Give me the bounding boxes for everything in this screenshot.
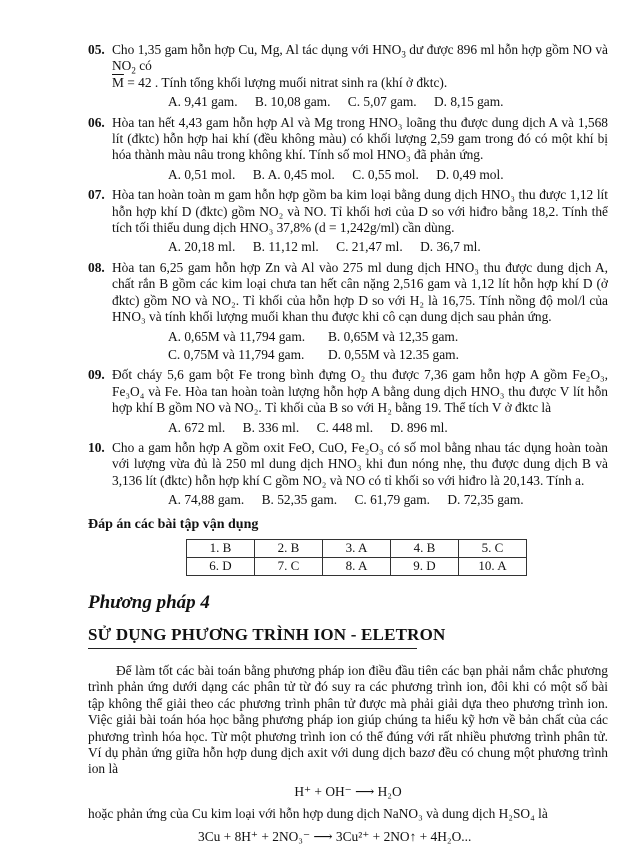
problem-text: Cho 1,35 gam hỗn hợp Cu, Mg, Al tác dụng với $HNO_3$ dư được 896 ml hỗn hợp gồm NO và $NO_2$ có $\overline{M} = 42$ . Tính tổng khối lượng muối nitrat sinh ra (khí ở đktc). (112, 42, 608, 90)
paragraph: hoặc phản ứng của Cu kim loại với hỗn hợp dung dịch NaNO₃ và dung dịch H₂SO₄ là (88, 806, 548, 822)
choice-d: D. 8,15 gam. (433, 94, 504, 110)
problem-10 (88, 440, 608, 489)
choice-d: D. 72,35 gam. (447, 492, 524, 508)
problem-text: Hòa tan hết 4,43 gam hỗn hợp Al và Mg trong HNO₃ loãng thu được dung dịch A và 1,568 lít (đktc) hỗn hợp hai khí (đều không màu) có khối lượng 2,59 gam trong đó có một khí bị hóa thành màu nâu trong không khí. Tính số mol HNO₃ đã phản ứng. (112, 114, 608, 163)
problem-06 (88, 115, 608, 164)
choice-a: A. 74,88 gam. (168, 492, 245, 508)
problem-number: 07. (88, 187, 105, 203)
choices (88, 492, 608, 508)
choice-c: C. 0,75M và 11,794 gam. (168, 346, 305, 362)
problem-number: 06. (88, 114, 105, 130)
choice-d: D. 0,49 mol. (436, 166, 504, 182)
choices (88, 94, 608, 110)
problem-text: Đốt cháy 5,6 gam bột Fe trong bình đựng O₂ thu được 7,36 gam hỗn hợp A gồm Fe₂O₃, Fe₃O₄ và Fe. Hòa tan hoàn toàn lượng hỗn hợp A bằng dung dịch HNO₃ thu được V lít hỗn hợp khí B gồm NO và NO₂. Tỉ khối của B so với H₂ bằng 19. Thể tích V ở đktc là (112, 367, 608, 416)
problem-number: 05. (88, 42, 105, 57)
choices (88, 167, 608, 183)
table-row (187, 539, 527, 557)
table-row (187, 557, 527, 575)
problem-text: Hòa tan hoàn toàn m gam hỗn hợp gồm ba kim loại bằng dung dịch HNO₃ thu được 1,12 lít hỗn hợp khí D (đktc) gồm NO₂ và NO. Tỉ khối hơi của D so với hiđro bằng 18,2. Tính thể tích tối thiểu dung dịch HNO₃ 37,8% (d = 1,242g/ml) cần dùng. (112, 187, 608, 236)
choice-a: A. 0,51 mol. (168, 166, 236, 182)
problem-text: Hòa tan 6,25 gam hỗn hợp Zn và Al vào 275 ml dung dịch HNO₃ thu được dung dịch A, chất rắn B gồm các kim loại chưa tan hết cân nặng 2,516 gam và 1,12 lít hỗn hợp khí D (ở đktc) gồm NO và NO₂. Tỉ khối của hỗn hợp D so với H₂ là 16,75. Tính nồng độ mol/l của HNO₃ và tính khối lượng muối khan thu được khi cô cạn dung dịch sau phản ứng. (112, 259, 608, 325)
choice-d: D. 0,55M và 12.35 gam. (328, 346, 459, 362)
section-title: SỬ DỤNG PHƯƠNG TRÌNH ION - ELETRON (88, 624, 446, 644)
answers-table (186, 539, 527, 576)
choice-c: C. 0,55 mol. (352, 166, 419, 182)
method-label: Phương pháp 4 (88, 591, 210, 613)
choices (88, 420, 608, 436)
answer-cell: 3. A (323, 539, 391, 557)
choice-b: B. 52,35 gam. (261, 492, 338, 508)
molar-mass-symbol: $\overline{M}$ (112, 74, 124, 90)
intro-paragraph: Để làm tốt các bài toán bằng phương pháp ion điều đầu tiên các bạn phải nắm chắc phương trình phản ứng dưới dạng các phân tử từ đó suy ra các phương trình ion, đôi khi có một số bài tập không thể giải theo các phương trình phân tử được mà phải giải dựa theo phương trình ion. Việc giải bài toán hóa học bằng phương pháp ion giúp chúng ta hiểu kỹ hơn về bản chất của các phương trình hóa học. Từ một phương trình ion có thể đúng với rất nhiều phương trình phân tử. Ví dụ phản ứng giữa hỗn hợp dung dịch axit với dung dịch bazơ đều có chung một phương trình ion là (88, 662, 608, 777)
choice-c: C. 61,79 gam. (354, 492, 430, 508)
choice-a: A. 20,18 ml. (168, 239, 236, 255)
ion-equation-2: 3Cu + 8H⁺ + 2NO₃⁻ ⟶ 3Cu²⁺ + 2NO↑ + 4H₂O... (198, 828, 472, 844)
choice-b: B. A. 0,45 mol. (252, 166, 335, 182)
answer-cell: 1. B (187, 539, 255, 557)
document-page (88, 42, 608, 845)
problem-09 (88, 367, 608, 416)
answer-cell: 5. C (459, 539, 527, 557)
choice-d: D. 896 ml. (390, 419, 448, 435)
problem-text: Cho a gam hỗn hợp A gồm oxit FeO, CuO, Fe₂O₃ có số mol bằng nhau tác dụng hoàn toàn với lượng vừa đủ là 250 ml dung dịch HNO₃ khi đun nóng nhẹ, thu được dung dịch B và 3,136 lít (đktc) hỗn hợp khí C gồm NO₂ và NO có tỉ khối so với hiđro là 20,143. Tính a. (112, 439, 608, 488)
problem-number: 09. (88, 367, 105, 383)
choice-a: A. 9,41 gam. (168, 94, 238, 110)
choice-c: C. 21,47 ml. (336, 239, 403, 255)
problem-number: 10. (88, 439, 105, 455)
answer-cell: 9. D (391, 557, 459, 575)
choice-a: A. 672 ml. (168, 419, 226, 435)
choices (88, 329, 608, 364)
problem-05 (88, 42, 608, 91)
choice-b: B. 11,12 ml. (252, 239, 319, 255)
title-underline (88, 648, 417, 649)
choice-c: C. 5,07 gam. (347, 94, 417, 110)
answer-cell: 4. B (391, 539, 459, 557)
choice-c: C. 448 ml. (316, 419, 374, 435)
answer-cell: 7. C (255, 557, 323, 575)
choice-b: B. 336 ml. (242, 419, 300, 435)
answer-cell: 8. A (323, 557, 391, 575)
ion-equation-1: H⁺ + OH⁻ ⟶ H₂O (294, 783, 402, 799)
answer-cell: 2. B (255, 539, 323, 557)
answer-cell: 10. A (459, 557, 527, 575)
choice-b: B. 10,08 gam. (254, 94, 331, 110)
choice-d: D. 36,7 ml. (420, 239, 481, 255)
choice-a: A. 0,65M và 11,794 gam. (168, 328, 306, 344)
answers-title: Đáp án các bài tập vận dụng (88, 516, 259, 532)
problem-08 (88, 260, 608, 326)
choice-b: B. 0,65M và 12,35 gam. (328, 328, 459, 344)
problem-07 (88, 187, 608, 236)
problem-number: 08. (88, 259, 105, 275)
choices (88, 239, 608, 255)
answer-cell: 6. D (187, 557, 255, 575)
